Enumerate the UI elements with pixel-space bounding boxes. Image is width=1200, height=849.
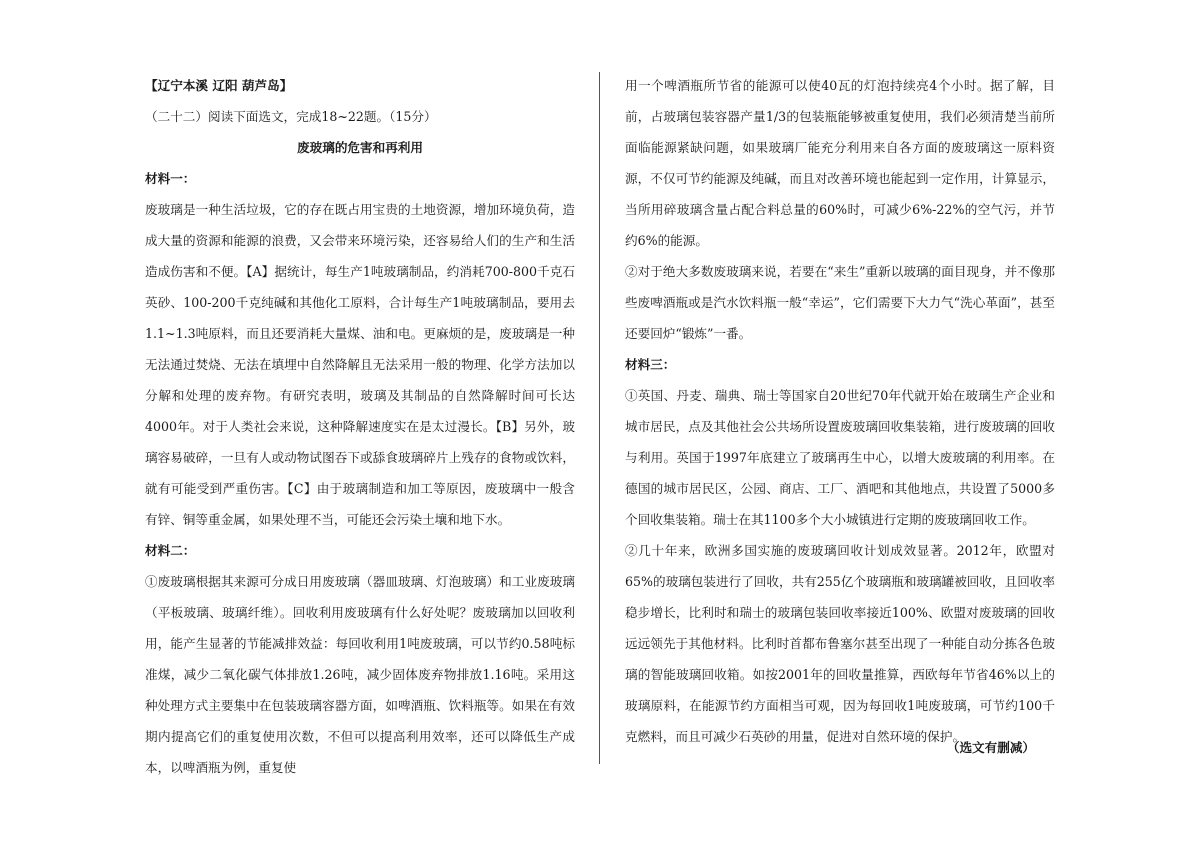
column-divider: [599, 72, 600, 764]
article-title: 废玻璃的危害和再利用: [297, 140, 423, 155]
material-one-heading: 材料一：: [145, 171, 196, 186]
material-two-paragraph-1-continued: 用一个啤酒瓶所节省的能源可以使40瓦的灯泡持续亮4个小时。据了解，目前，占玻璃包装容器产量1/3的包装瓶能够被重复使用，我们必须清楚当前所面临能源紧缺问题，如果玻璃厂能充分利用来自各方面的废玻璃这一原料资源，不仅可节约能源及纯碱，而且对改善环境也能起到一定作用，计算显示，当所用碎玻璃含量占配合料总量的60%时，可减少6%-22%的空气污，并节约6%的能源。: [625, 78, 1055, 248]
material-three-paragraph-1: ①英国、丹麦、瑞典、瑞士等国家自20世纪70年代就开始在玻璃生产企业和城市居民，点及其他社会公共场所设置废玻璃回收集装箱，进行废玻璃的回收与利用。英国于1997年底建立了玻璃再生中心，以增大废玻璃的利用率。在德国的城市居民区，公园、商店、工厂、酒吧和其他地点，共设置了5000多个回收集装箱。瑞士在其1100多个大小城镇进行定期的废玻璃回收工作。: [625, 388, 1055, 527]
material-three-paragraph-2: ②几十年来，欧洲多国实施的废玻璃回收计划成效显著。2012年，欧盟对65%的玻璃包装进行了回收，共有255亿个玻璃瓶和玻璃罐被回收，且回收率稳步增长，比利时和瑞士的玻璃包装回收率接近100%、欧盟对废玻璃的回收远远领先于其他材料。比利时首都布鲁塞尔甚至出现了一种能自动分拣各色玻璃的智能玻璃回收箱。如按2001年的回收量推算，西欧每年节省46%以上的玻璃原料，在能源节约方面相当可观，因为每回收1吨废玻璃，可节约100千克燃料，而且可减少石英砂的用量，促进对自然环境的保护。: [625, 543, 1055, 744]
material-two-heading: 材料二：: [145, 543, 196, 558]
region-label: 【辽宁本溪 辽阳 葫芦岛】: [145, 78, 293, 93]
right-column: [625, 70, 1055, 752]
question-instruction: （二十二）阅读下面选文，完成18~22题。（15分）: [145, 109, 437, 124]
left-column: [145, 70, 575, 783]
material-two-paragraph-2: ②对于绝大多数废玻璃来说，若要在“来生”重新以玻璃的面目现身，并不像那些废啤酒瓶或是汽水饮料瓶一般“幸运”，它们需要下大力气“洗心革面”，甚至还要回炉“锻炼”一番。: [625, 264, 1055, 341]
abridged-note: （选文有删减）: [946, 740, 1035, 755]
material-three-heading: 材料三：: [625, 357, 676, 372]
material-one-text: 废玻璃是一种生活垃圾，它的存在既占用宝贵的土地资源，增加环境负荷，造成大量的资源和能源的浪费，又会带来环境污染，还容易给人们的生产和生活造成伤害和不便。【A】据统计，每生产1吨玻璃制品，约消耗700-800千克石英砂、100-200千克纯碱和其他化工原料，合计每生产1吨玻璃制品，要用去1.1~1.3吨原料，而且还要消耗大量煤、油和电。更麻烦的是，废玻璃是一种无法通过焚烧、无法在填埋中自然降解且无法采用一般的物理、化学方法加以分解和处理的废弃物。有研究表明，玻璃及其制品的自然降解时间可长达4000年。对于人类社会来说，这种降解速度实在是太过漫长。【B】另外，玻璃容易破碎，一旦有人或动物试图吞下或舔食玻璃碎片上残存的食物或饮料，就有可能受到严重伤害。【C】由于玻璃制造和加工等原因，废玻璃中一般含有锌、铜等重金属，如果处理不当，可能还会污染土壤和地下水。: [145, 202, 575, 527]
material-two-paragraph-1: ①废玻璃根据其来源可分成日用废玻璃（器皿玻璃、灯泡玻璃）和工业废玻璃（平板玻璃、玻璃纤维）。回收利用废玻璃有什么好处呢？废玻璃加以回收利用，能产生显著的节能减排效益：每回收利用1吨废玻璃，可以节约0.58吨标准煤，减少二氧化碳气体排放1.26吨，减少固体废弃物排放1.16吨。采用这种处理方式主要集中在包装玻璃容器方面，如啤酒瓶、饮料瓶等。如果在有效期内提高它们的重复使用次数，不但可以提高利用效率，还可以降低生产成本，以啤酒瓶为例，重复使: [145, 574, 575, 775]
